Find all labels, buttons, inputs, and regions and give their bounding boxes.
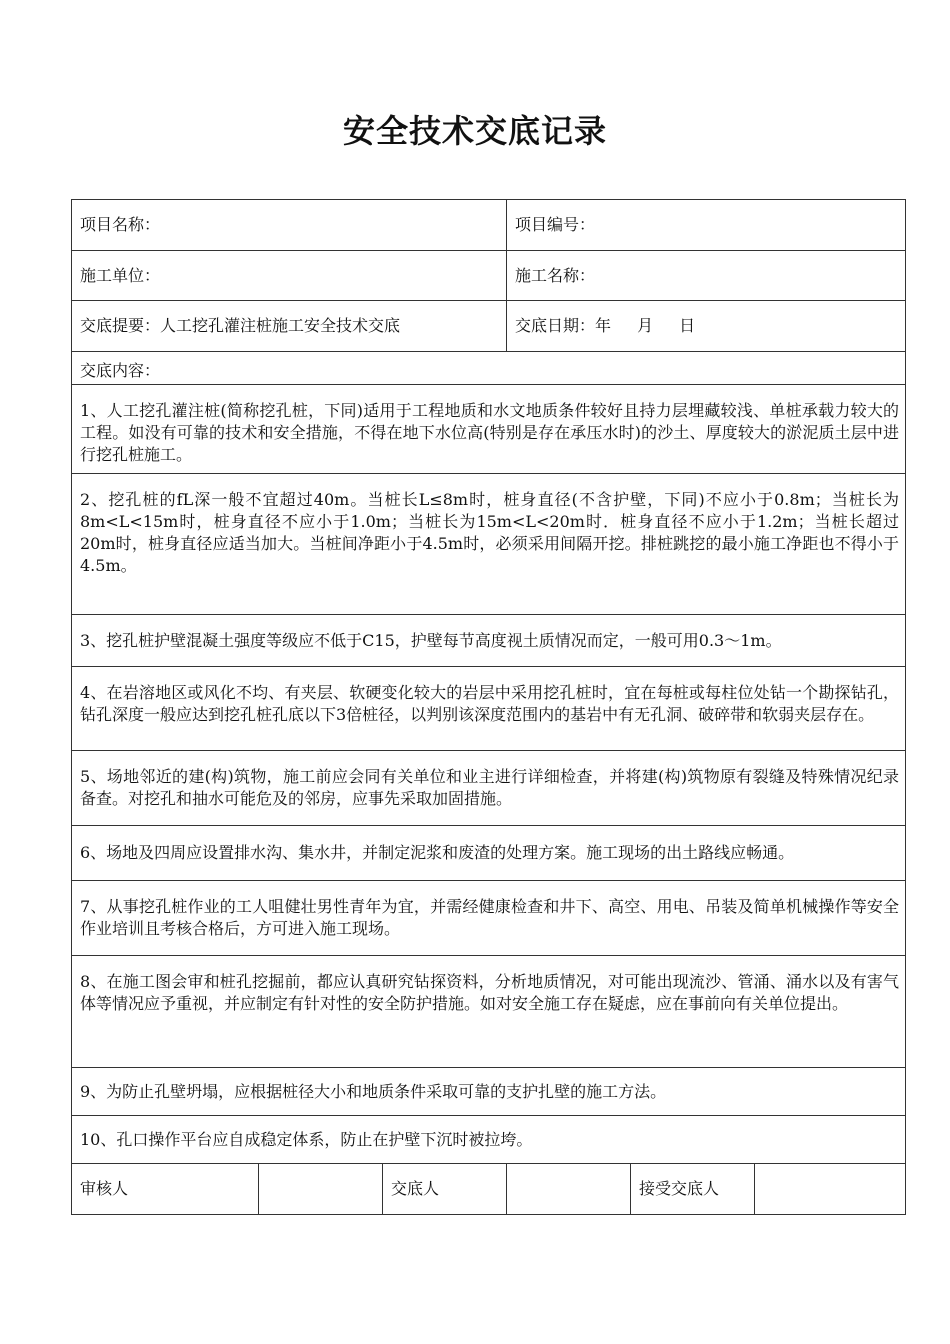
content-row [72,826,906,881]
project-number-label: 项目编号： [515,215,596,234]
header-row-3 [72,301,906,352]
content-label-row [72,352,906,385]
content-row [72,385,906,474]
content-row [72,615,906,667]
content-item-10: 10、孔口操作平台应自成稳定体系，防止在护壁下沉时被拉垮。 [72,1116,906,1164]
disclosure-table [71,199,906,1215]
project-number-cell [507,200,906,251]
reviewer-signature-field[interactable] [259,1164,383,1215]
content-row [72,474,906,615]
presenter-label: 交底人 [383,1164,507,1215]
content-label: 交底内容： [72,352,906,385]
content-row [72,1116,906,1164]
summary-label: 交底提要： [80,316,161,335]
content-item-6: 6、场地及四周应设置排水沟、集水井，并制定泥浆和废渣的处理方案。施工现场的出土路线应畅通。 [72,826,906,881]
content-item-2: 2、挖孔桩的fL深一般不宜超过40m。当桩长L≤8m时，桩身直径(不含护壁，下同)不应小于0.8m；当桩长为8m<L<15m时，桩身直径不应小于1.0m；当桩长为15m<L<20m时．桩身直径不应小于1.2m；当桩长超过20m时，桩身直径应适当加大。当桩间净距小于4.5m时，必须采用间隔开挖。排桩跳挖的最小施工净距也不得小于4.5m。 [72,474,906,615]
reviewer-label: 审核人 [72,1164,259,1215]
content-row [72,881,906,956]
contractor-cell [72,251,507,301]
receiver-signature-field[interactable] [755,1164,906,1215]
document-title: 安全技术交底记录 [342,112,607,150]
project-name-cell [72,200,507,251]
project-name-label: 项目名称： [80,215,161,234]
content-item-3: 3、挖孔桩护壁混凝土强度等级应不低于C15，护壁每节高度视土质情况而定，一般可用0.3～1m。 [72,615,906,667]
signature-row [72,1164,906,1215]
work-name-label: 施工名称： [515,265,596,285]
summary-value: 人工挖孔灌注桩施工安全技术交底 [160,316,401,335]
header-row-2 [72,251,906,301]
contractor-label: 施工单位： [80,265,161,285]
content-item-1: 1、人工挖孔灌注桩(简称挖孔桩，下同)适用于工程地质和水文地质条件较好且持力层埋藏较浅、单桩承载力较大的工程。如没有可靠的技术和安全措施，不得在地下水位高(特别是存在承压水时)的沙土、厚度较大的淤泥质土层中进行挖孔桩施工。 [72,385,906,474]
content-row [72,667,906,751]
content-item-7: 7、从事挖孔桩作业的工人咀健壮男性青年为宜，并需经健康检查和井下、高空、用电、吊装及简单机械操作等安全作业培训且考核合格后，方可进入施工现场。 [72,881,906,956]
content-row [72,1068,906,1116]
date-label: 交底日期： [515,316,596,335]
content-row [72,751,906,826]
header-row-1 [72,200,906,251]
receiver-label: 接受交底人 [631,1164,755,1215]
content-item-5: 5、场地邻近的建(构)筑物，施工前应会同有关单位和业主进行详细检查，并将建(构)筑物原有裂缝及特殊情况纪录备查。对挖孔和抽水可能危及的邻房，应事先采取加固措施。 [72,751,906,826]
content-item-4: 4、在岩溶地区或风化不均、有夹层、软硬变化较大的岩层中采用挖孔桩时，宜在每桩或每柱位处钻一个勘探钻孔，钻孔深度一般应达到挖孔桩孔底以下3倍桩径，以判别该深度范围内的基岩中有无孔洞、破碎带和软弱夹层存在。 [72,667,906,751]
presenter-signature-field[interactable] [507,1164,631,1215]
date-day: 日 [679,316,696,335]
date-year: 年 [595,316,612,335]
content-item-8: 8、在施工图会审和桩孔挖掘前，都应认真研究钻探资料，分析地质情况，对可能出现流沙、管涌、涌水以及有害气体等情况应予重视，并应制定有针对性的安全防护措施。如对安全施工存在疑虑，应在事前向有关单位提出。 [72,956,906,1068]
work-name-cell [507,251,906,301]
summary-cell [72,301,507,352]
date-cell [507,301,906,352]
content-item-9: 9、为防止孔壁坍塌，应根据桩径大小和地质条件采取可靠的支护扎壁的施工方法。 [72,1068,906,1116]
content-row [72,956,906,1068]
date-month: 月 [637,316,654,335]
